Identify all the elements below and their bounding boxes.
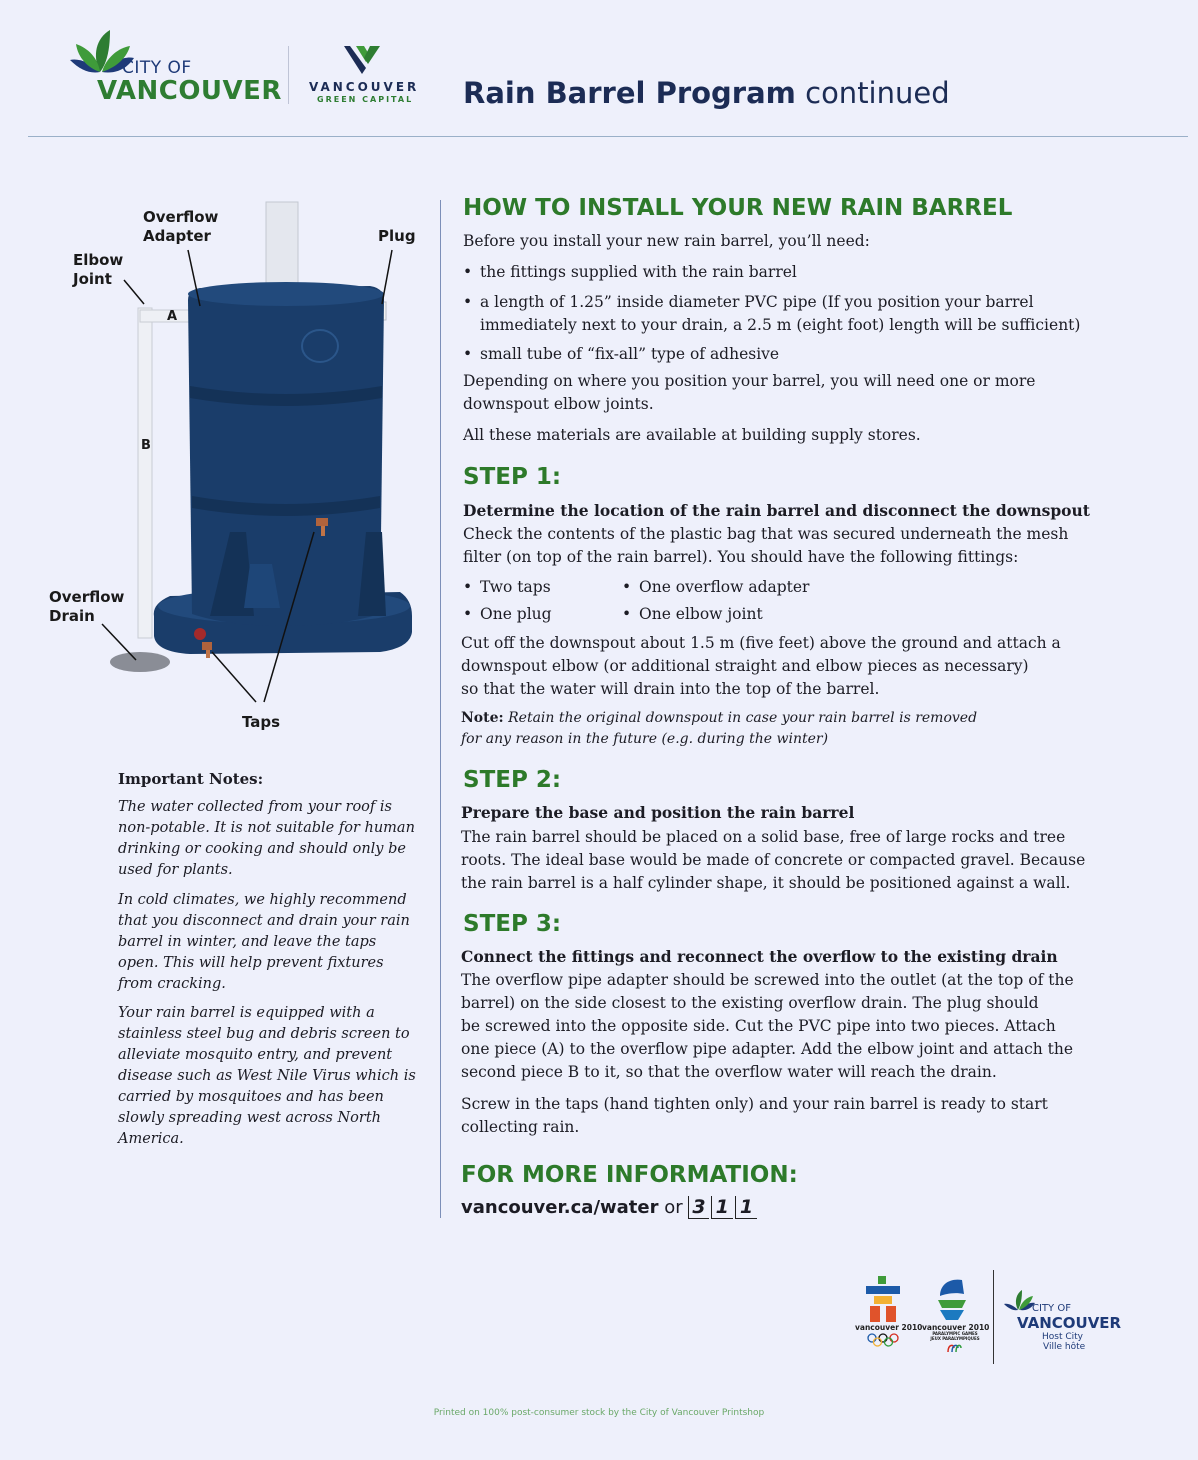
step1-cut-line3: so that the water will drain into the top of the barrel. bbox=[461, 680, 880, 698]
step3-text-line3: be screwed into the opposite side. Cut the PVC pipe into two pieces. Attach bbox=[461, 1017, 1056, 1035]
install-heading: HOW TO INSTALL YOUR NEW RAIN BARREL bbox=[463, 195, 1013, 221]
page-title bbox=[463, 76, 950, 110]
step1-heading: STEP 1: bbox=[463, 464, 562, 490]
needs-item: • small tube of “fix-all” type of adhesive bbox=[463, 343, 1080, 366]
label-pipe-b: B bbox=[141, 438, 151, 453]
phone-digit: 3 bbox=[688, 1196, 708, 1219]
paralympic-logo-icon bbox=[936, 1278, 970, 1322]
paralympic-caption: vancouver 2010 bbox=[922, 1323, 990, 1332]
fitting-item: • One plug bbox=[463, 603, 552, 626]
footer-logo-divider bbox=[993, 1270, 994, 1364]
green-capital-v-icon bbox=[342, 44, 384, 76]
agitos-icon bbox=[946, 1342, 962, 1354]
step2-text-line2: roots. The ideal base would be made of concrete or compacted gravel. Because bbox=[461, 851, 1086, 869]
more-info-heading: FOR MORE INFORMATION: bbox=[461, 1162, 798, 1188]
phone-311[interactable] bbox=[688, 1196, 757, 1219]
materials-text: All these materials are available at building supply stores. bbox=[463, 426, 921, 444]
step3-text-line1: The overflow pipe adapter should be screwed into the outlet (at the top of the bbox=[461, 971, 1074, 989]
step3-text-line5: second piece B to it, so that the overflow water will reach the drain. bbox=[461, 1063, 997, 1081]
green-capital-line1: VANCOUVER bbox=[309, 80, 420, 94]
water-link[interactable]: vancouver.ca/water bbox=[461, 1197, 659, 1218]
phone-digit: 1 bbox=[735, 1196, 757, 1219]
note-non-potable: The water collected from your roof is non-potable. It is not suitable for human drinking or cooking and should only be used for plants. bbox=[118, 799, 415, 878]
needs-item: • the fittings supplied with the rain barrel bbox=[463, 261, 1080, 284]
olympic-rings-icon bbox=[866, 1333, 900, 1347]
fittings-left-list bbox=[463, 576, 552, 626]
step2-subheading: Prepare the base and position the rain barrel bbox=[461, 803, 855, 822]
depending-line1: Depending on where you position your barrel, you will need one or more bbox=[463, 372, 1036, 390]
city-logo-line2: VANCOUVER bbox=[97, 76, 282, 106]
step2-text-line1: The rain barrel should be placed on a solid base, free of large rocks and tree bbox=[461, 828, 1066, 846]
footer-city-line2: VANCOUVER bbox=[1017, 1314, 1122, 1332]
step3-screw-line1: Screw in the taps (hand tighten only) and your rain barrel is ready to start bbox=[461, 1095, 1048, 1113]
step3-heading: STEP 3: bbox=[463, 911, 562, 937]
note-label: Note: bbox=[461, 710, 504, 726]
install-intro: Before you install your new rain barrel, you’ll need: bbox=[463, 232, 870, 250]
olympic-caption: vancouver 2010 bbox=[855, 1323, 923, 1332]
step1-cut-line1: Cut off the downspout about 1.5 m (five feet) above the ground and attach a bbox=[461, 634, 1061, 652]
label-pipe-a: A bbox=[167, 309, 178, 324]
city-logo-line1: CITY OF bbox=[122, 58, 192, 78]
header-divider bbox=[288, 46, 289, 104]
drain-shape bbox=[110, 652, 170, 672]
fitting-item: • One overflow adapter bbox=[622, 576, 809, 599]
phone-digit: 1 bbox=[711, 1196, 733, 1219]
depending-line2: downspout elbow joints. bbox=[463, 395, 654, 413]
paralympic-sub: PARALYMPIC GAMES JEUX PARALYMPIQUES bbox=[930, 1331, 980, 1341]
step1-subheading: Determine the location of the rain barrel and disconnect the downspout bbox=[463, 501, 1090, 520]
needs-item: • a length of 1.25” inside diameter PVC pipe (If you position your barrel bbox=[463, 291, 1080, 314]
column-rule bbox=[440, 200, 441, 1218]
step3-screw-line2: collecting rain. bbox=[461, 1118, 580, 1136]
step1-text-line1: Check the contents of the plastic bag that was secured underneath the mesh bbox=[463, 525, 1069, 543]
label-overflow-drain: Overflow Drain bbox=[49, 588, 125, 625]
step1-note-line1: Note: Retain the original downspout in case your rain barrel is removed bbox=[461, 710, 978, 726]
green-capital-line2: GREEN CAPITAL bbox=[317, 95, 414, 104]
important-notes-title: Important Notes: bbox=[118, 770, 264, 788]
label-plug: Plug bbox=[378, 227, 416, 245]
header-rule bbox=[28, 136, 1188, 137]
note-cold-climates: In cold climates, we highly recommend that you disconnect and drain your rain barrel in winter, and leave the taps open. This will help prevent fixtures from cracking. bbox=[118, 892, 410, 992]
step2-text-line3: the rain barrel is a half cylinder shape, it should be positioned against a wall. bbox=[461, 874, 1071, 892]
footer-city-line1: CITY OF bbox=[1032, 1303, 1071, 1314]
fitting-item: • Two taps bbox=[463, 576, 552, 599]
step3-text-line2: barrel) on the side closest to the existing overflow drain. The plug should bbox=[461, 994, 1039, 1012]
label-overflow-adapter: Overflow Adapter bbox=[143, 208, 219, 245]
more-info-line: vancouver.ca/water or 3 1 1 bbox=[461, 1196, 757, 1219]
label-taps: Taps bbox=[242, 713, 281, 731]
step3-subheading: Connect the fittings and reconnect the overflow to the existing drain bbox=[461, 947, 1058, 966]
needs-item-cont: immediately next to your drain, a 2.5 m (eight foot) length will be sufficient) bbox=[480, 316, 1081, 334]
page-title-light: continued bbox=[795, 76, 950, 110]
step1-note-line2: for any reason in the future (e.g. during the winter) bbox=[461, 731, 829, 747]
pipe-b bbox=[138, 308, 152, 638]
footer-host-city: Host City bbox=[1042, 1332, 1083, 1342]
step3-text-line4: one piece (A) to the overflow pipe adapter. Add the elbow joint and attach the bbox=[461, 1040, 1074, 1058]
step1-cut-line2: downspout elbow (or additional straight and elbow pieces as necessary) bbox=[461, 657, 1029, 675]
page-title-bold: Rain Barrel Program bbox=[463, 76, 796, 110]
note-bug-screen: Your rain barrel is equipped with a stainless steel bug and debris screen to alleviate mosquito entry, and prevent disease such as West Nile Virus which is carried by mosquitoes and has been slowly spreading west across North America. bbox=[118, 1005, 416, 1147]
footer-ville-hote: Ville hôte bbox=[1043, 1342, 1086, 1352]
needs-list bbox=[463, 261, 1080, 366]
step2-heading: STEP 2: bbox=[463, 767, 562, 793]
fitting-item: • One elbow joint bbox=[622, 603, 809, 626]
fittings-right-list bbox=[622, 576, 809, 626]
step1-text-line2: filter (on top of the rain barrel). You should have the following fittings: bbox=[463, 548, 1019, 566]
inukshuk-logo-icon bbox=[862, 1276, 906, 1324]
footer-printed-note: Printed on 100% post-consumer stock by the City of Vancouver Printshop bbox=[433, 1408, 765, 1418]
label-elbow-joint: Elbow Joint bbox=[73, 251, 124, 288]
barrel-body bbox=[188, 286, 384, 626]
